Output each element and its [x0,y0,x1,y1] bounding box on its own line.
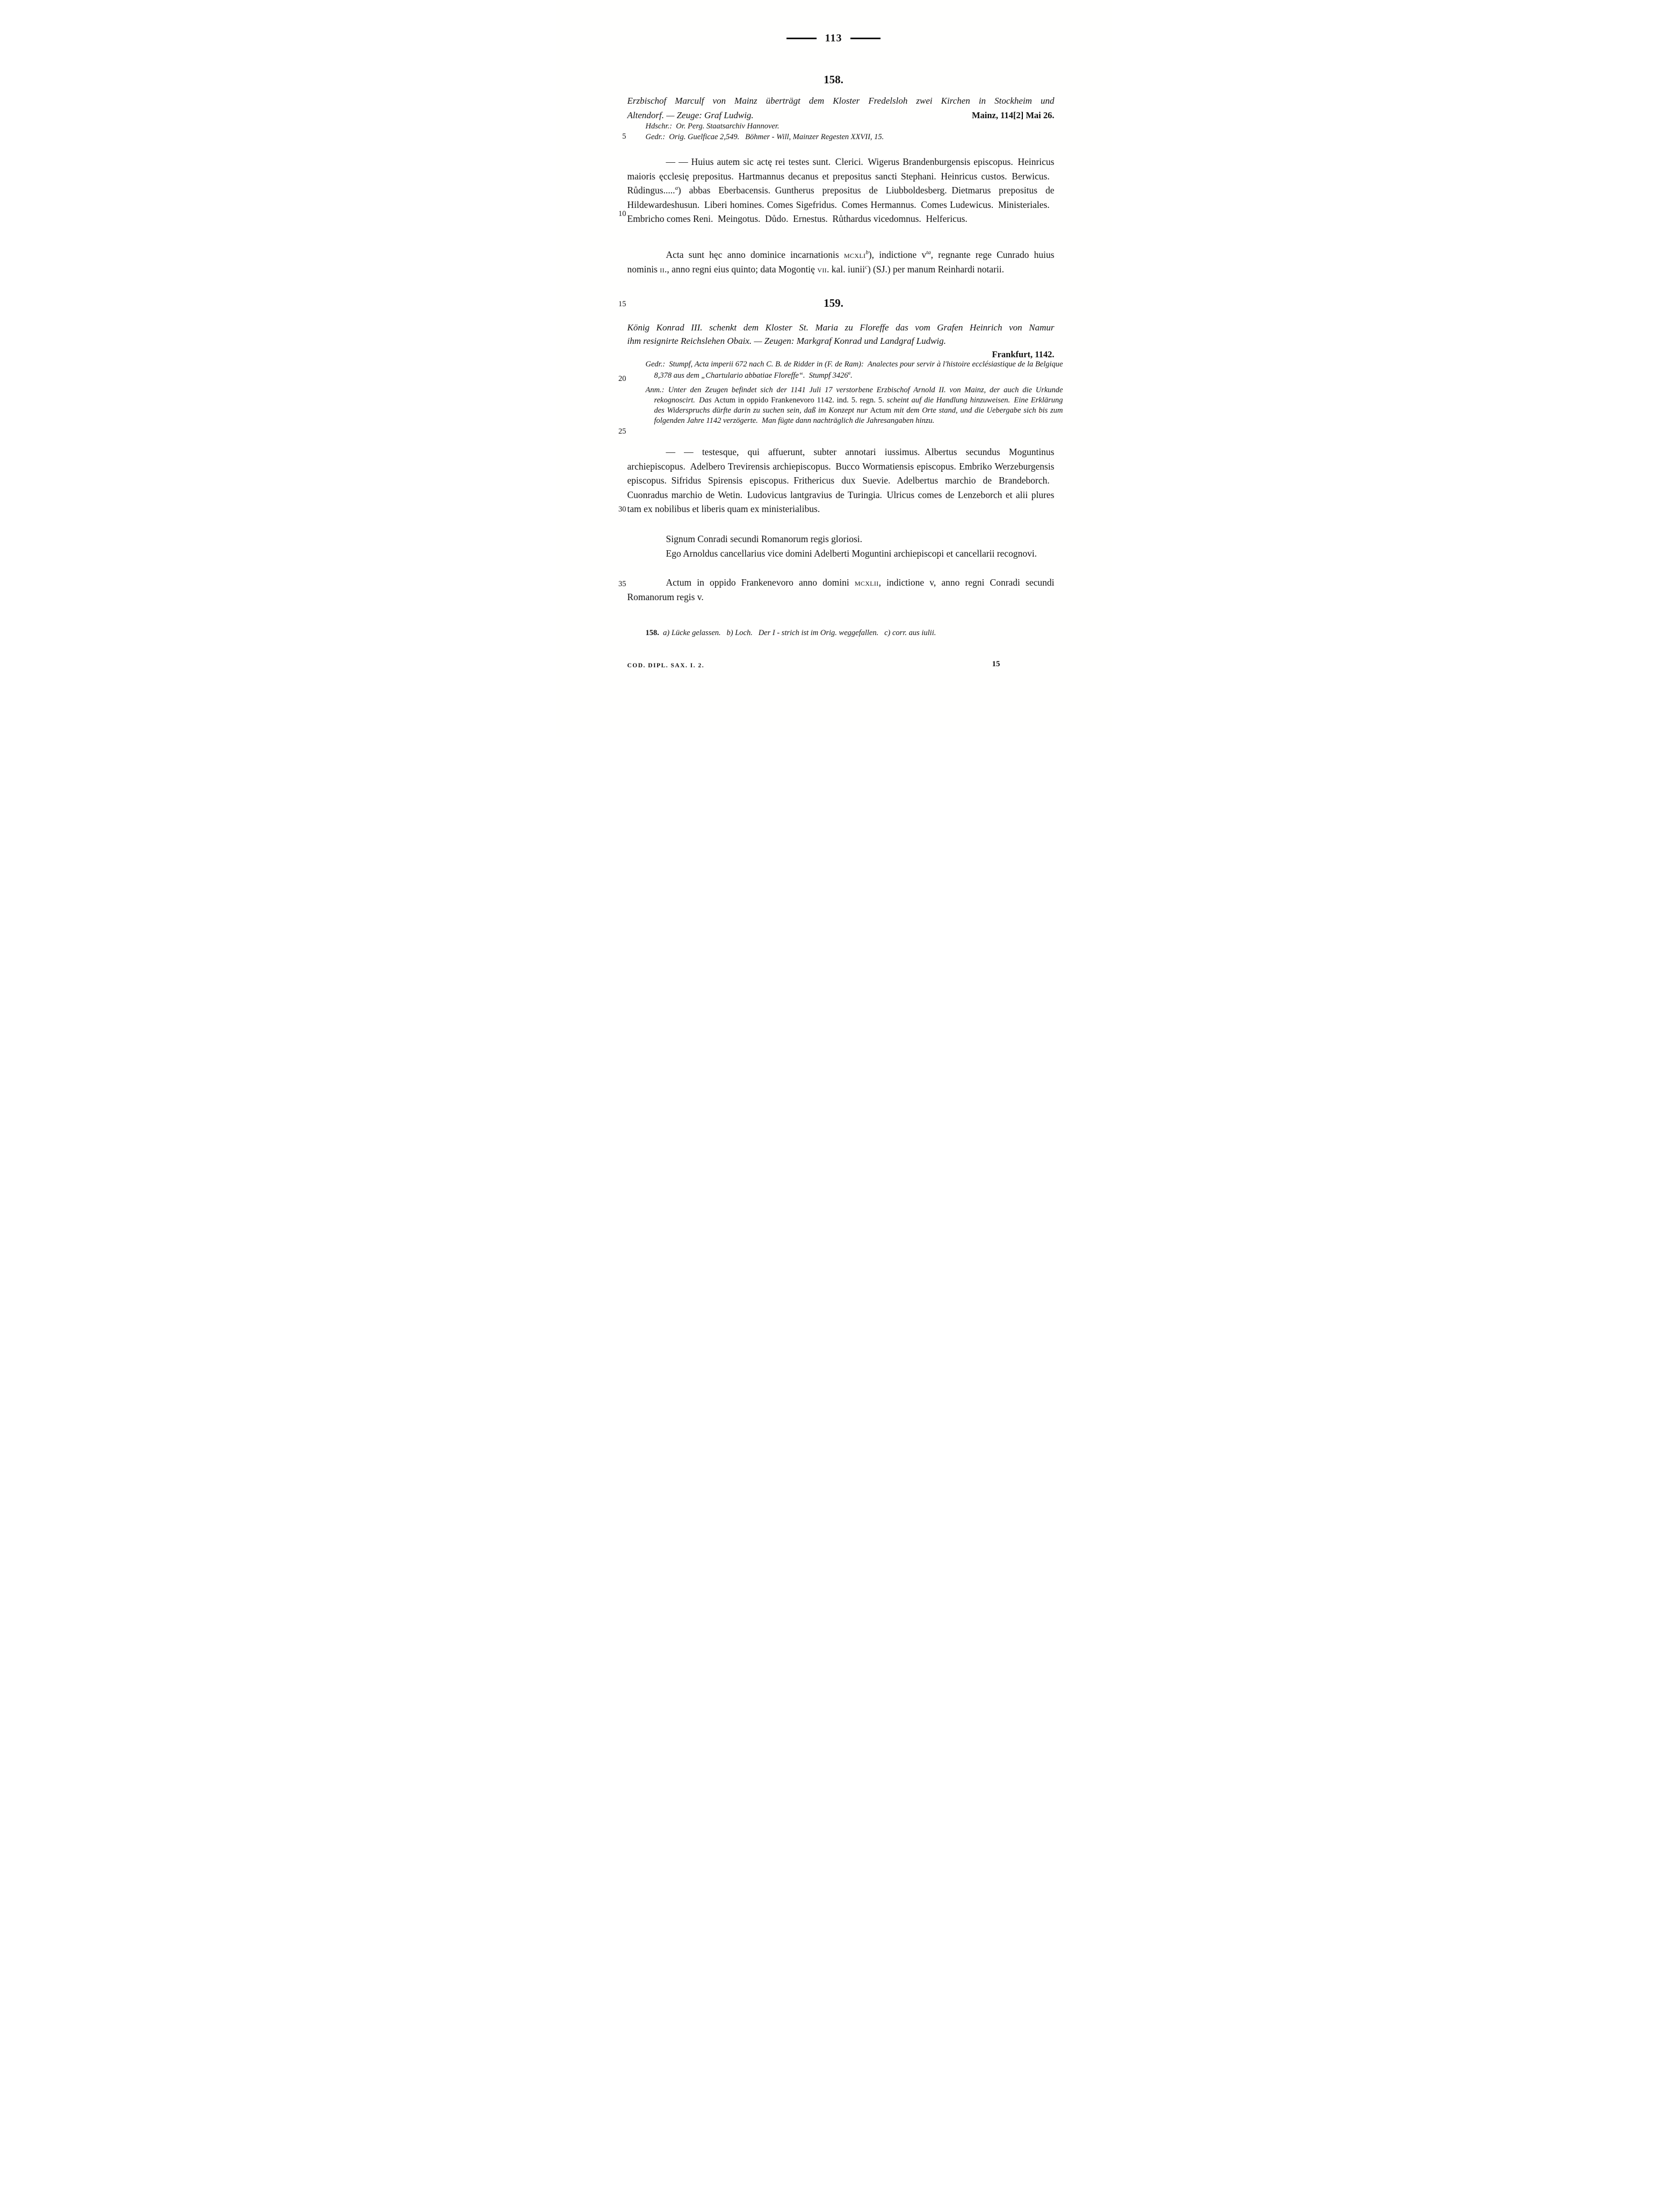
margin-line-number-10: 10 [618,210,626,218]
margin-line-number-35: 35 [618,580,626,588]
entry-158-dateline: Mainz, 114[2] Mai 26. [971,110,1055,120]
header-left-rule [786,38,817,39]
entry-158-heading: 158. [824,73,843,86]
entry-159-source-gedr: Gedr.: Stumpf, Acta imperii 672 nach C. B. de Ridder in (F. de Ram): Analectes pour servir à l'histoire ecclésiastique de la Belgique 8,378 aus dem „Chartulario abbatiae Floreffe“. Stumpf 3426$^a$. [645,360,1063,380]
margin-line-number-20: 20 [618,374,626,383]
header-right-rule [850,38,881,39]
entry-158-summary-line2-row [627,108,1055,123]
entry-158-body-paragraph-1: — — Huius autem sic actę rei testes sunt. Clerici. Wigerus Brandenburgensis episcopus. Heinricus maioris ęcclesię prepositus. Hartmannus decanus et prepositus sancti Stephani. Heinricus custos. Berwicus. Růdingus.....$^a$) abbas Eberbacensis. Guntherus prepositus de Liubboldesberg. Dietmarus prepositus de Hildewardeshusun. Liberi homines. Comes Sigefridus. Comes Hermannus. Comes Ludewicus. Ministeriales. Embricho comes Reni. Meingotus. Důdo. Ernestus. Růthardus vicedomnus. Helfericus. [627,156,1055,224]
entry-158-source-gedr: Gedr.: Orig. Guelficae 2,549. Böhmer - Will, Mainzer Regesten XXVII, 15. [645,132,884,141]
footer-sheet-number: 15 [992,660,1000,668]
entry-159-dateline-row [627,349,1055,360]
entry-158-summary-line2: Altendorf. — Zeuge: Graf Ludwig. [627,110,754,120]
entry-158-source-hdschr: Hdschr.: Or. Perg. Staatsarchiv Hannover. [645,122,780,131]
entry-159-summary [627,321,1055,348]
footnote-line [646,629,1059,638]
margin-line-number-30: 30 [618,505,626,514]
entry-158-body-paragraph-2: Acta sunt hęc anno dominice incarnationis mcxli$^b$), indictione $v^{ta}$, regnante rege Cunrado huius nominis ii., anno regni eius quinto; data Mogontię vii. kal. iunii$^c$) (SJ.) per manum Reinhardi notarii. [627,249,1055,275]
page-header [556,32,1112,45]
entry-159-body-paragraph-3: Ego Arnoldus cancellarius vice domini Adelberti Moguntini archiepiscopi et cancellarii recognovi. [666,548,1037,559]
entry-159-heading: 159. [824,297,843,309]
entry-158-summary [627,93,1055,123]
margin-line-number-25: 25 [618,427,626,436]
entry-159-body-paragraph-2: Signum Conradi secundi Romanorum regis gloriosi. [666,534,863,544]
entry-159-anm: Anm.: Unter den Zeugen befindet sich der 1141 Juli 17 verstorbene Erzbischof Arnold II. von Mainz, der auch die Urkunde rekognoscirt. Das Actum in oppido Frankenevoro 1142. ind. 5. regn. 5. scheint auf die Handlung hinzuweisen. Eine Erklärung des Widerspruchs dürfte darin zu suchen sein, daß im Konzept nur Actum mit dem Orte stand, und die Uebergabe sich bis zum folgenden Jahre 1142 verzögerte. Man fügte dann nachträglich die Jahresangaben hinzu. [645,386,1063,425]
page-number-header: 113 [825,32,842,44]
margin-line-number-5: 5 [622,132,626,141]
entry-159-summary-line2: ihm resignirte Reichslehen Obaix. — Zeugen: Markgraf Konrad und Landgraf Ludwig. [627,336,946,346]
scanned-document-page [556,0,1112,737]
footnote-entry-label: 158. [645,629,659,637]
footnote-text: a) Lücke gelassen. b) Loch. Der I - strich ist im Orig. weggefallen. c) corr. aus iulii. [659,629,936,637]
entry-158-sources [646,121,1055,142]
entry-159-dateline: Frankfurt, 1142. [992,349,1055,359]
entry-159-body-paragraph-4: Actum in oppido Frankenevoro anno domini mcxlii, indictione v, anno regni Conradi secundi Romanorum regis v. [627,577,1055,602]
footer-series-title: COD. DIPL. SAX. I. 2. [627,662,705,669]
entry-159-summary-line1: König Konrad III. schenkt dem Kloster St. Maria zu Floreffe das vom Grafen Heinrich von Namur [627,322,1055,333]
entry-158-summary-line1: Erzbischof Marculf von Mainz überträgt dem Kloster Fredelsloh zwei Kirchen in Stockheim und [627,96,1055,106]
margin-line-number-15: 15 [618,300,626,308]
entry-159-body-paragraph-1: — — testesque, qui affuerunt, subter annotari iussimus. Albertus secundus Moguntinus archiepiscopus. Adelbero Trevirensis archiepiscopus. Bucco Wormatiensis episcopus. Embriko Werzeburgensis episcopus. Sifridus Spirensis episcopus. Frithericus dux Suevie. Adelbertus marchio de Brandeborch. Cuonradus marchio de Wetin. Ludovicus lantgravius de Turingia. Ulricus comes de Lenzeborch et alii plures tam ex nobilibus et liberis quam ex ministerialibus. [627,446,1055,514]
